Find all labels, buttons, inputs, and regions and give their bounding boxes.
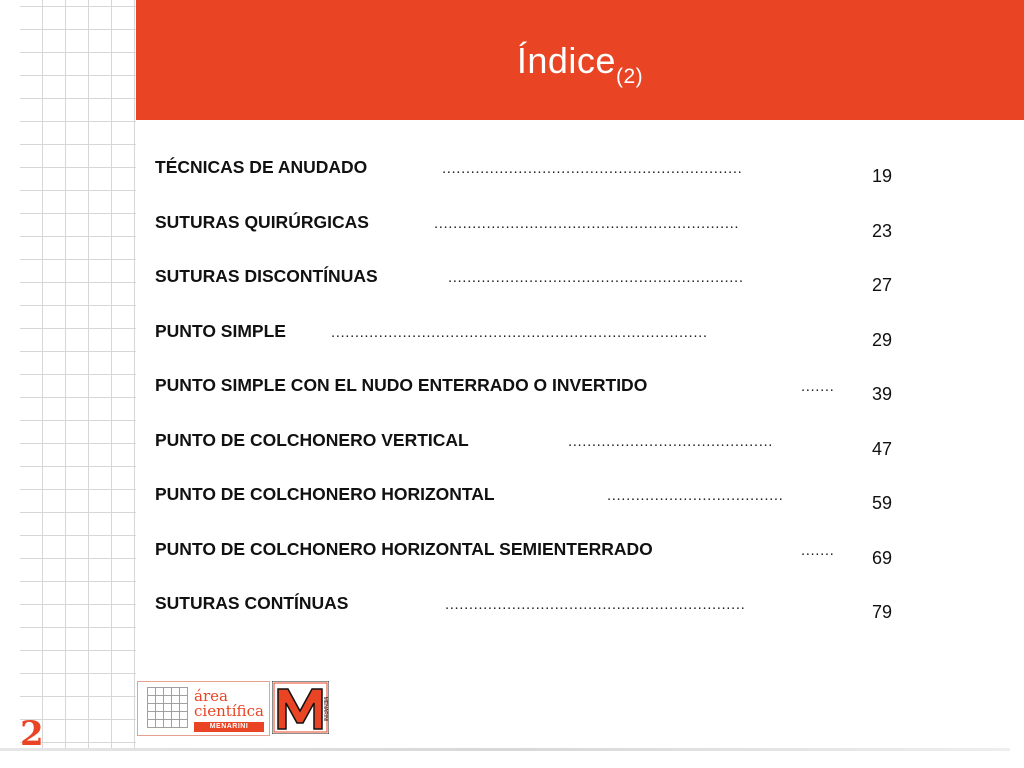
toc-entry-label: SUTURAS CONTÍNUAS [155,593,349,613]
toc-row[interactable] [155,484,900,539]
area-cientifica-logo [137,681,270,736]
toc-leader-dots: ....... [801,541,835,559]
logo-text-line2: científica [194,702,264,720]
table-of-contents [155,157,900,648]
logo-text-line1: área [194,687,228,705]
toc-page-number: 29 [872,329,893,350]
toc-entry-label: SUTURAS QUIRÚRGICAS [155,211,369,232]
toc-entry-label: PUNTO DE COLCHONERO VERTICAL [155,429,469,450]
toc-page-number: 47 [872,438,893,459]
toc-page-number: 79 [872,602,893,622]
title-text: Índice [516,40,616,81]
toc-entry-label: PUNTO DE COLCHONERO HORIZONTAL [155,484,495,504]
menarini-m-logo-icon [272,681,329,734]
footer-divider [0,748,1010,751]
toc-row[interactable] [155,157,900,212]
logo-brand-bar: MENARINI [194,722,264,732]
page-number: 2 [20,714,44,754]
toc-entry-label: PUNTO DE COLCHONERO HORIZONTAL SEMIENTERRADO [155,538,653,559]
logo-grid-icon [147,687,188,728]
toc-leader-dots: .............................................................. [448,269,744,286]
toc-entry-label: PUNTO SIMPLE [155,320,286,341]
toc-row[interactable] [155,321,900,376]
toc-entry-label: SUTURAS DISCONTÍNUAS [155,266,378,286]
toc-row[interactable] [155,539,900,594]
toc-row[interactable] [155,375,900,430]
toc-row[interactable] [155,212,900,267]
page-title [136,40,1024,89]
toc-row[interactable] [155,266,900,321]
title-subscript: (2) [615,65,644,88]
toc-leader-dots: ................................................................ [434,214,740,232]
toc-page-number: 19 [872,166,893,186]
toc-leader-dots: ..................................... [607,487,784,504]
m-logo-brand-text: MENARINI [322,696,328,722]
grid-margin [0,0,20,750]
toc-entry-label: TÉCNICAS DE ANUDADO [155,157,368,177]
toc-entry-label: PUNTO SIMPLE CON EL NUDO ENTERRADO O INVERTIDO [155,375,648,395]
toc-page-number: 23 [872,220,893,241]
grid-decoration [0,0,136,750]
toc-leader-dots: ............................................................................... [331,323,708,341]
toc-page-number: 39 [872,384,893,404]
toc-page-number: 69 [872,547,893,568]
toc-page-number: 27 [872,275,893,295]
toc-row[interactable] [155,430,900,485]
toc-leader-dots: ............................................................... [442,160,743,177]
toc-leader-dots: ........................................... [568,432,774,450]
toc-leader-dots: ....... [801,378,835,395]
toc-row[interactable] [155,593,900,648]
toc-leader-dots: ............................................................... [445,596,746,613]
toc-page-number: 59 [872,493,893,513]
